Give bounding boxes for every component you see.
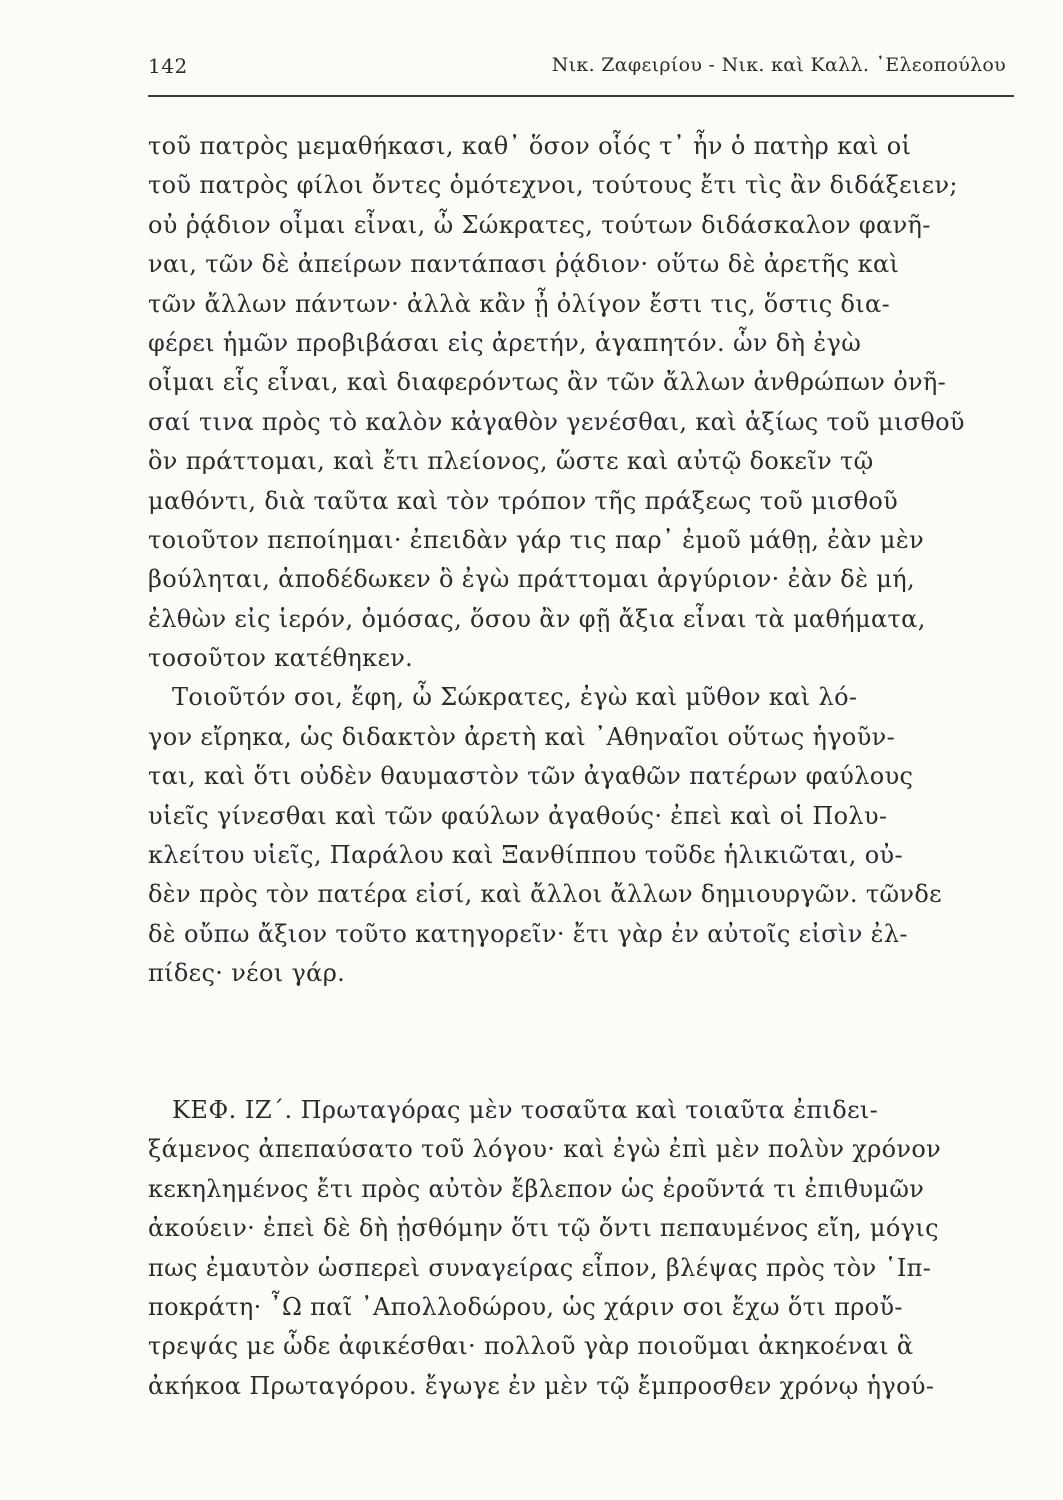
text-line: τοσοῦτον κατέθηκεν.: [148, 644, 414, 673]
text-line: ὃν πράττομαι, καὶ ἔτι πλείονος, ὥστε καὶ αὐτῷ δοκεῖν τῷ: [148, 447, 874, 476]
text-line: [148, 1091, 1018, 1130]
text-line: ἀκούειν· ἐπεὶ δὲ δὴ ᾐσθόμην ὅτι τῷ ὄντι πεπαυμένος εἴη, μόγις: [148, 1214, 939, 1243]
text-line: πως ἐμαυτὸν ὡσπερεὶ συναγείρας εἶπον, βλέψας πρὸς τὸν ῾Ιπ-: [148, 1253, 932, 1282]
text-line: γον εἴρηκα, ὡς διδακτὸν ἀρετὴ καὶ ᾿Αθηναῖοι οὕτως ἡγοῦν-: [148, 722, 896, 751]
text-line: ἐλθὼν εἰς ἱερόν, ὀμόσας, ὅσου ἂν φῇ ἄξια εἶναι τὰ μαθήματα,: [148, 604, 926, 633]
text-line: τοῦ πατρὸς μεμαθήκασι, καθ᾿ ὅσον οἷός τ᾿ ἦν ὁ πατὴρ καὶ οἱ: [148, 132, 912, 160]
text-line: κλείτου υἱεῖς, Παράλου καὶ Ξανθίππου τοῦδε ἡλικιῶται, οὐ-: [148, 841, 903, 870]
text-line: ναι, τῶν δὲ ἀπείρων παντάπασι ῥᾴδιον· οὕτω δὲ ἀρετῆς καὶ: [148, 250, 900, 279]
text-line: μαθόντι, διὰ ταῦτα καὶ τὸν τρόπον τῆς πράξεως τοῦ μισθοῦ: [148, 486, 899, 515]
text-line: κεκηλημένος ἔτι πρὸς αὐτὸν ἔβλεπον ὡς ἐροῦντά τι ἐπιθυμῶν: [148, 1174, 925, 1203]
paragraph-block-2: [148, 1091, 1018, 1406]
text-line: ποκράτη· ῏Ω παῖ ᾿Απολλοδώρου, ὡς χάριν σοι ἔχω ὅτι προὔ-: [148, 1292, 903, 1321]
text-line: υἱεῖς γίνεσθαι καὶ τῶν φαύλων ἀγαθούς· ἐπεὶ καὶ οἱ Πολυ-: [148, 801, 888, 830]
text-line: ἀκήκοα Πρωταγόρου. ἔγωγε ἐν μὲν τῷ ἔμπροσθεν χρόνῳ ἡγού-: [148, 1371, 935, 1400]
paragraph-block-1: [148, 127, 1018, 994]
text-line: δὲν πρὸς τὸν πατέρα εἰσί, καὶ ἄλλοι ἄλλων δημιουργῶν. τῶνδε: [148, 880, 942, 909]
text-line-content: Πρωταγόρας μὲν τοσαῦτα καὶ τοιαῦτα ἐπιδει-: [300, 1096, 879, 1124]
header-rule: [148, 95, 1014, 97]
text-line: τοιοῦτον πεποίημαι· ἐπειδὰν γάρ τις παρ᾿ ἐμοῦ μάθῃ, ἐὰν μὲν: [148, 525, 925, 554]
text-line: σαί τινα πρὸς τὸ καλὸν κἀγαθὸν γενέσθαι, καὶ ἀξίως τοῦ μισθοῦ: [148, 407, 965, 436]
text-line: τρεψάς με ὧδε ἀφικέσθαι· πολλοῦ γὰρ ποιοῦμαι ἀκηκοέναι ἃ: [148, 1332, 914, 1361]
text-line: φέρει ἡμῶν προβιβάσαι εἰς ἀρετήν, ἀγαπητόν. ὧν δὴ ἐγὼ: [148, 328, 862, 357]
text-line: τοῦ πατρὸς φίλοι ὄντες ὁμότεχνοι, τούτους ἔτι τὶς ἂν διδάξειεν;: [148, 171, 958, 200]
text-line: τῶν ἄλλων πάντων· ἀλλὰ κἂν ᾖ ὀλίγον ἔστι τις, ὅστις δια-: [148, 289, 891, 318]
text-line: ξάμενος ἀπεπαύσατο τοῦ λόγου· καὶ ἐγὼ ἐπὶ μὲν πολὺν χρόνον: [148, 1135, 942, 1164]
text-line: δὲ οὔπω ἄξιον τοῦτο κατηγορεῖν· ἔτι γὰρ ἐν αὐτοῖς εἰσὶν ἐλ-: [148, 919, 908, 948]
page-header: [148, 46, 1006, 86]
chapter-label: ΚΕΦ. ΙΖ΄.: [172, 1096, 293, 1124]
running-head: Νικ. Ζαφειρίου - Νικ. καὶ Καλλ. ᾿Ελεοπούλου: [551, 54, 1006, 76]
text-line: βούληται, ἀποδέδωκεν ὃ ἐγὼ πράττομαι ἀργύριον· ἐὰν δὲ μή,: [148, 565, 915, 594]
text-line: οὐ ῥᾴδιον οἶμαι εἶναι, ὦ Σώκρατες, τούτων διδάσκαλον φανῆ-: [148, 210, 931, 239]
text-line: Τοιοῦτόν σοι, ἔφη, ὦ Σώκρατες, ἐγὼ καὶ μῦθον καὶ λό-: [172, 683, 858, 712]
text-line: οἶμαι εἷς εἶναι, καὶ διαφερόντως ἂν τῶν ἄλλων ἀνθρώπων ὀνῆ-: [148, 368, 947, 397]
text-line: πίδες· νέοι γάρ.: [148, 959, 346, 988]
text-line: ται, καὶ ὅτι οὐδὲν θαυμαστὸν τῶν ἀγαθῶν πατέρων φαύλους: [148, 762, 914, 791]
page-number: 142: [148, 54, 188, 78]
